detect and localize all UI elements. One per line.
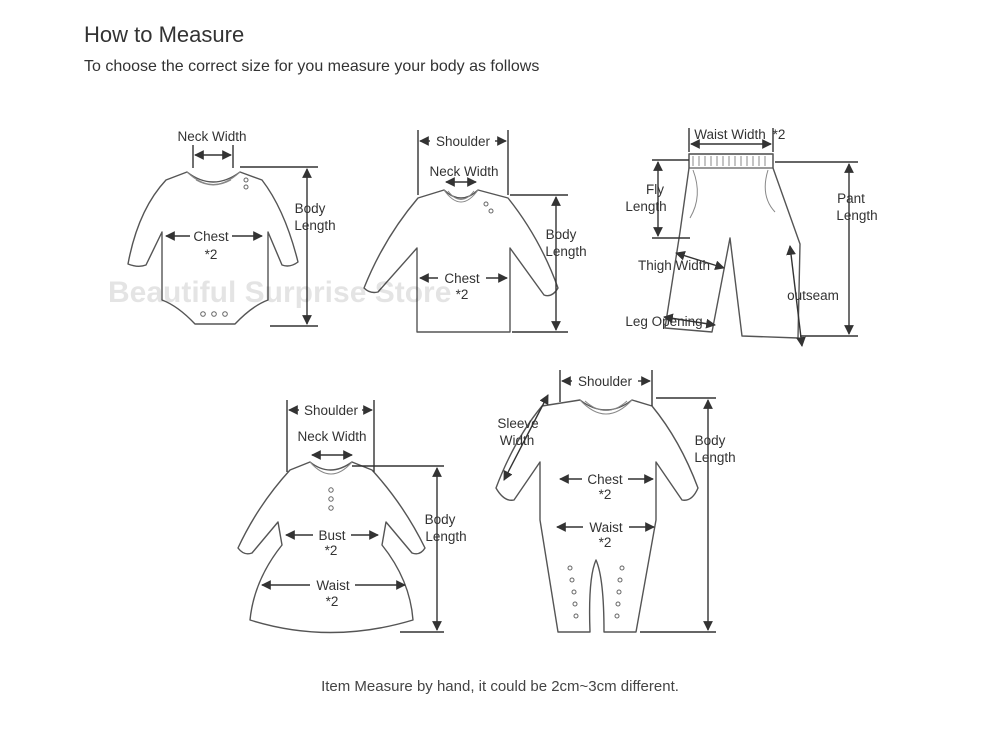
romper-diagram <box>496 370 736 632</box>
romper-chest-mult: *2 <box>598 487 612 502</box>
pants-outline <box>665 154 800 338</box>
shirt-shoulder-label: Shoulder <box>435 134 491 149</box>
pants-diagram <box>625 127 877 346</box>
dress-bust-mult: *2 <box>324 543 338 558</box>
dress-bust-label: Bust <box>318 528 346 543</box>
pants-waist-width-label: Waist Width <box>694 127 766 142</box>
dress-waist-mult: *2 <box>325 594 339 609</box>
dress-neck-width-label: Neck Width <box>297 429 367 444</box>
page-subtitle: To choose the correct size for you measure your body as follows <box>84 58 540 75</box>
dress-shoulder-label: Shoulder <box>303 403 359 418</box>
romper-waist-label: Waist <box>589 520 623 535</box>
pants-thigh-width-label: Thigh Width <box>637 258 711 273</box>
pants-leg-opening-label: Leg Opening <box>625 314 703 329</box>
romper-waist-mult: *2 <box>598 535 612 550</box>
page-title: How to Measure <box>84 22 245 47</box>
pants-pant-label: Pant <box>837 191 865 206</box>
dress-diagram <box>238 400 467 633</box>
pants-fly-length-label: Length <box>625 199 667 214</box>
pants-fly-label: Fly <box>646 182 664 197</box>
pants-pocket-right <box>765 170 775 212</box>
romper-collar <box>580 400 632 414</box>
bodysuit-length-label: Length <box>294 218 336 233</box>
bodysuit-chest-mult: *2 <box>204 247 218 262</box>
dress-length-label: Length <box>425 529 467 544</box>
pants-pocket-left <box>690 170 697 218</box>
pants-waistband <box>689 154 773 168</box>
store-watermark: Beautiful Surprise Store <box>108 276 452 309</box>
bodysuit-body-label: Body <box>294 201 326 216</box>
shirt-outline <box>364 190 558 332</box>
pants-waist-mult: *2 <box>772 127 786 142</box>
romper-chest-label: Chest <box>587 472 623 487</box>
romper-length-label: Length <box>694 450 736 465</box>
bodysuit-chest-label: Chest <box>193 229 229 244</box>
shirt-neck-width-label: Neck Width <box>429 164 499 179</box>
shirt-chest-label: Chest <box>444 271 480 286</box>
dress-body-label: Body <box>424 512 456 527</box>
shirt-length-label: Length <box>545 244 587 259</box>
dress-collar <box>310 462 352 474</box>
bodysuit-neck-width-label: Neck Width <box>177 129 247 144</box>
romper-sleeve-label: Sleeve <box>497 416 539 431</box>
pants-pant-length-label: Length <box>836 208 878 223</box>
pants-outseam-label: outseam <box>787 288 839 303</box>
dress-waist-label: Waist <box>316 578 350 593</box>
shirt-chest-mult: *2 <box>455 287 469 302</box>
romper-body-label: Body <box>694 433 726 448</box>
romper-shoulder-label: Shoulder <box>577 374 633 389</box>
footer-note: Item Measure by hand, it could be 2cm~3cm different. <box>321 678 679 695</box>
romper-sleeve-width-label: Width <box>499 433 535 448</box>
shirt-body-label: Body <box>545 227 577 242</box>
